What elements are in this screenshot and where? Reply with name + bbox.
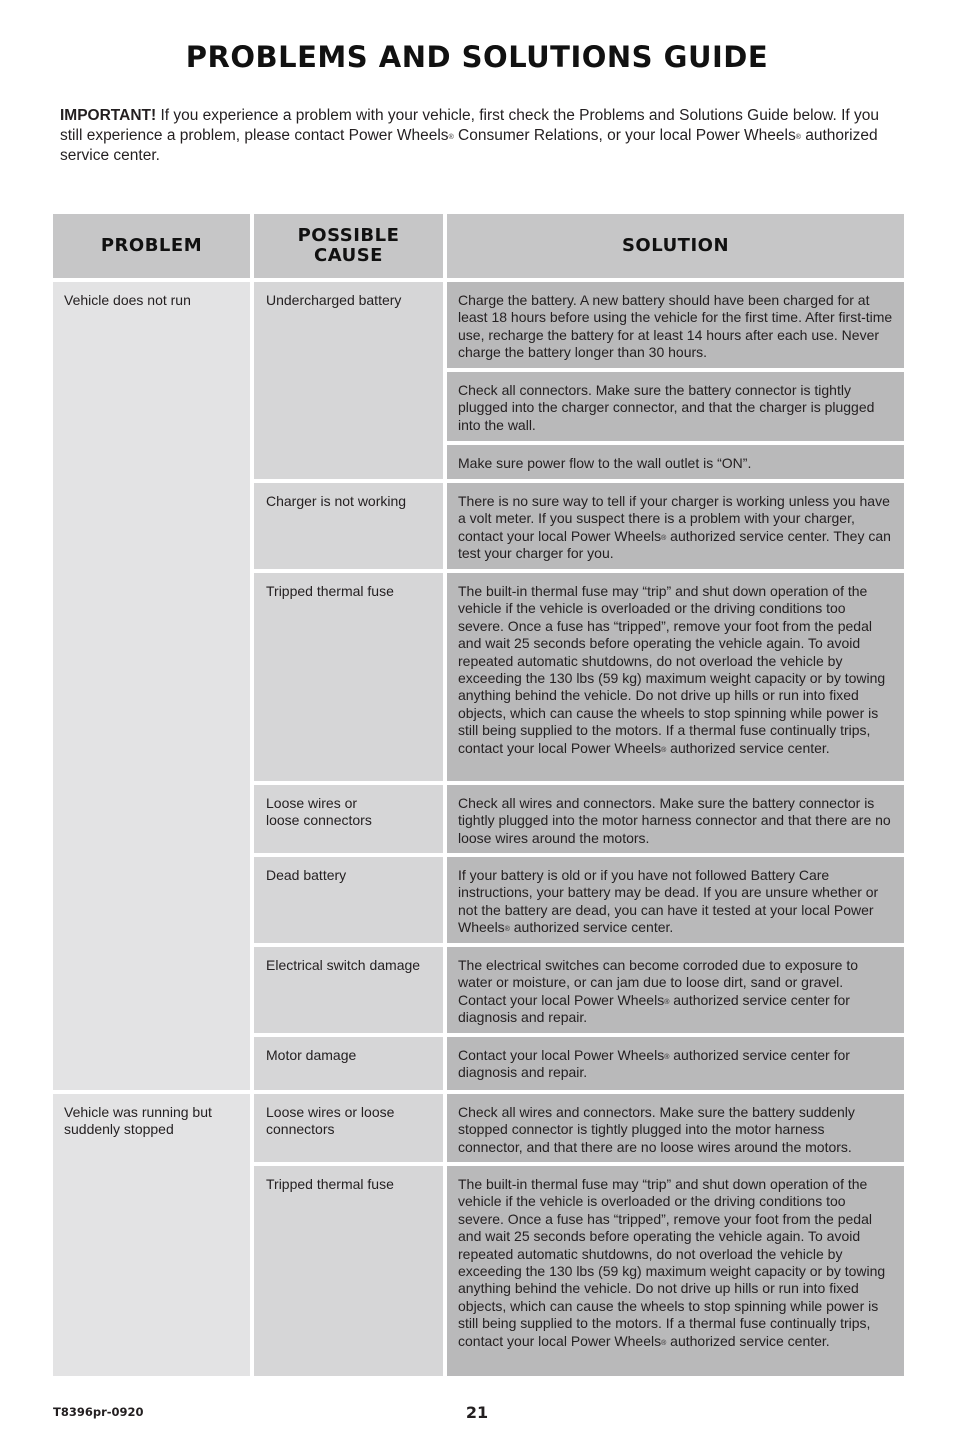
solution-cell: The electrical switches can become corroded due to exposure to water or moisture, or can jam due to loose dirt, sand or gravel. Contact your local Power Wheels® authorized service center for diagnosis and repair. bbox=[447, 947, 904, 1033]
cause-cell: Tripped thermal fuse bbox=[254, 1166, 443, 1376]
header-problem: PROBLEM bbox=[53, 214, 250, 278]
solution-cell: If your battery is old or if you have not followed Battery Care instructions, your battery may be dead. If you are unsure whether or not the battery are dead, you can have it tested at your local Power Wheels® authorized service center. bbox=[447, 857, 904, 943]
intro-text-2: Consumer Relations, or your local Power Wheels bbox=[453, 127, 796, 144]
cause-cell: Dead battery bbox=[254, 857, 443, 943]
registered-mark: ® bbox=[664, 998, 670, 1006]
cause-cell: Loose wires or loose connectors bbox=[254, 785, 443, 853]
intro-text-3: authorized service center. bbox=[60, 127, 878, 164]
header-cause-line-1: POSSIBLE bbox=[297, 225, 400, 246]
solution-cell: The built-in thermal fuse may “trip” and shut down operation of the vehicle if the vehicle is overloaded or the driving conditions too severe. Once a fuse has “tripped”, remove your foot from the pedal and wait 25 seconds before operating the vehicle again. To avoid repeated automatic shutdowns, do not overload the vehicle by exceeding the 130 lbs (59 kg) maximum weight capacity or by towing anything behind the vehicle. Do not drive up hills or run into fixed objects, which can cause the wheels to stop spinning while power is still being supplied to the motors. If a thermal fuse continually trips, contact your local Power Wheels® authorized service center. bbox=[447, 573, 904, 781]
cause-cell: Electrical switch damage bbox=[254, 947, 443, 1033]
intro-text-1: If you experience a problem with your vehicle, first check the Problems and Solutions Guide below. If you still experience a problem, please contact Power Wheels bbox=[60, 107, 880, 144]
registered-mark: ® bbox=[661, 534, 667, 542]
solution-cell: Check all wires and connectors. Make sure the battery connector is tightly plugged into the motor harness connector and that there are no loose wires around the motors. bbox=[447, 785, 904, 853]
problem-cell: Vehicle was running but suddenly stopped bbox=[53, 1094, 250, 1376]
registered-mark: ® bbox=[661, 1339, 667, 1347]
solution-cell: Check all connectors. Make sure the battery connector is tightly plugged into the charger connector, and that the charger is plugged into the wall. bbox=[447, 372, 904, 441]
cause-cell: Tripped thermal fuse bbox=[254, 573, 443, 781]
important-label: IMPORTANT! bbox=[60, 107, 157, 124]
intro-paragraph bbox=[60, 106, 900, 166]
header-solution: SOLUTION bbox=[447, 214, 904, 278]
solution-cell: Charge the battery. A new battery should have been charged for at least 18 hours before using the vehicle for the first time. After first-time use, recharge the battery for at least 14 hours after each use. Never charge the battery longer than 30 hours. bbox=[447, 282, 904, 368]
header-possible-cause bbox=[254, 214, 443, 278]
cause-cell: Undercharged battery bbox=[254, 282, 443, 479]
registered-mark: ® bbox=[664, 1054, 670, 1061]
registered-mark: ® bbox=[504, 926, 510, 934]
problem-cell: Vehicle does not run bbox=[53, 282, 250, 1090]
page-number: 21 bbox=[465, 1403, 489, 1422]
document-code: T8396pr-0920 bbox=[53, 1405, 144, 1419]
cause-cell: Motor damage bbox=[254, 1037, 443, 1090]
solution-cell: Contact your local Power Wheels® authorized service center for diagnosis and repair. bbox=[447, 1037, 904, 1090]
registered-mark: ® bbox=[661, 746, 667, 754]
solution-cell: There is no sure way to tell if your charger is working unless you have a volt meter. If you suspect there is a problem with your charger, contact your local Power Wheels® authorized service center. They can test your charger for you. bbox=[447, 483, 904, 569]
solution-cell: The built-in thermal fuse may “trip” and shut down operation of the vehicle if the vehicle is overloaded or the driving conditions too severe. Once a fuse has “tripped”, remove your foot from the pedal and wait 25 seconds before operating the vehicle again. To avoid repeated automatic shutdowns, do not overload the vehicle by exceeding the 130 lbs (59 kg) maximum weight capacity or by towing anything behind the vehicle. Do not drive up hills or run into fixed objects, which can cause the wheels to stop spinning while power is still being supplied to the motors. If a thermal fuse continually trips, contact your local Power Wheels® authorized service center. bbox=[447, 1166, 904, 1376]
registered-mark: ® bbox=[795, 134, 801, 141]
cause-cell: Charger is not working bbox=[254, 483, 443, 569]
solution-cell: Check all wires and connectors. Make sure the battery suddenly stopped connector is tightly plugged into the motor harness connector, and that there are no loose wires around the motors. bbox=[447, 1094, 904, 1162]
cause-cell: Loose wires or loose connectors bbox=[254, 1094, 443, 1162]
page-title: PROBLEMS AND SOLUTIONS GUIDE bbox=[185, 40, 769, 74]
header-cause-line-2: CAUSE bbox=[314, 245, 383, 266]
solution-cell: Make sure power flow to the wall outlet is “ON”. bbox=[447, 445, 904, 479]
registered-mark: ® bbox=[448, 134, 454, 141]
